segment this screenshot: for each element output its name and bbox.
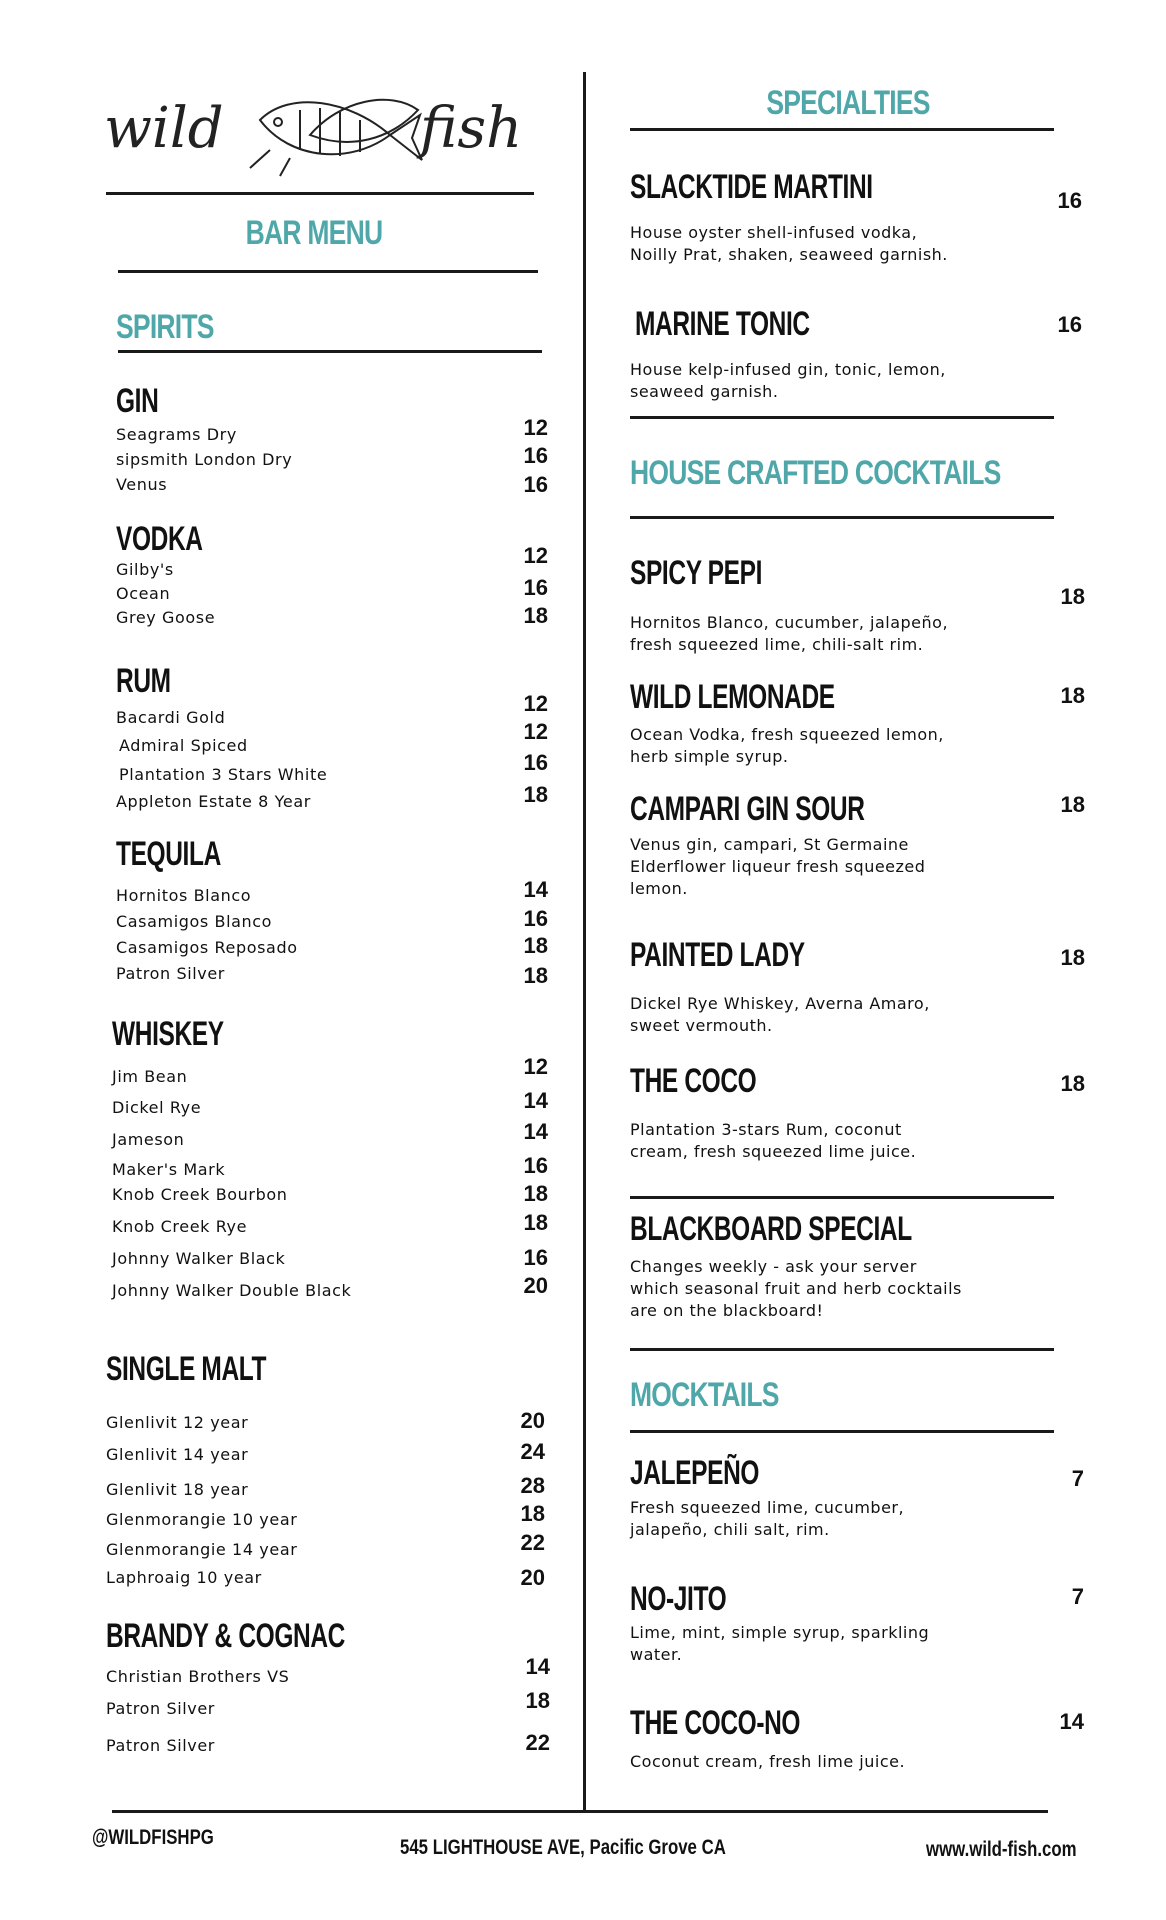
item-price: 18 [523, 963, 548, 988]
item-price: 18 [1060, 683, 1085, 708]
list-item: Patron Silver [106, 1699, 215, 1718]
item-price: 18 [1060, 792, 1085, 817]
cocktail-description: Ocean Vodka, fresh squeezed lemon, herb simple syrup. [630, 725, 944, 766]
item-price: 18 [523, 1181, 548, 1206]
spirits-rule [118, 350, 542, 353]
blackboard-heading: BLACKBOARD SPECIAL [630, 1210, 912, 1248]
specialties-heading: SPECIALTIES [766, 84, 930, 122]
social-handle[interactable]: @WILDFISHPG [92, 1826, 214, 1849]
item-price: 18 [1060, 1071, 1085, 1096]
list-item: Appleton Estate 8 Year [116, 792, 311, 811]
category-gin: GIN [116, 382, 159, 420]
list-item: Laphroaig 10 year [106, 1568, 262, 1587]
address: 545 LIGHTHOUSE AVE, Pacific Grove CA [400, 1836, 726, 1859]
section-rule [630, 1196, 1054, 1199]
list-item: Glenmorangie 10 year [106, 1510, 298, 1529]
list-item: Maker's Mark [112, 1160, 226, 1179]
item-price: 16 [523, 1245, 548, 1270]
mocktail-description: Coconut cream, fresh lime juice. [630, 1752, 906, 1771]
logo-left-word: wild [104, 96, 224, 161]
item-price: 12 [523, 415, 548, 440]
item-price: 12 [523, 691, 548, 716]
list-item: Patron Silver [116, 964, 225, 983]
item-price: 22 [525, 1730, 550, 1755]
item-price: 14 [523, 1119, 548, 1144]
item-price: 18 [1060, 584, 1085, 609]
mocktail-name: THE COCO-NO [630, 1704, 801, 1742]
list-item: Glenlivit 18 year [106, 1480, 249, 1499]
item-price: 14 [525, 1654, 550, 1679]
list-item: Hornitos Blanco [116, 886, 252, 905]
specialty-name: MARINE TONIC [635, 305, 810, 343]
website-link[interactable]: www.wild-fish.com [926, 1838, 1077, 1861]
header-rule [106, 192, 534, 195]
title-rule [118, 270, 538, 273]
cocktail-name: PAINTED LADY [630, 936, 805, 974]
list-item: Casamigos Reposado [116, 938, 298, 957]
cocktail-name: WILD LEMONADE [630, 678, 835, 716]
footer-rule [112, 1810, 1048, 1813]
list-item: Bacardi Gold [116, 708, 226, 727]
item-price: 12 [523, 719, 548, 744]
section-rule [630, 416, 1054, 419]
item-price: 16 [1057, 312, 1082, 337]
item-price: 12 [523, 1054, 548, 1079]
blackboard-description: Changes weekly - ask your server which seasonal fruit and herb cocktails are on the blackboard! [630, 1257, 962, 1320]
item-price: 24 [520, 1439, 545, 1464]
list-item: Plantation 3 Stars White [119, 765, 328, 784]
list-item: Jim Bean [112, 1067, 188, 1086]
list-item: Dickel Rye [112, 1098, 202, 1117]
item-price: 7 [1071, 1584, 1084, 1609]
list-item: Glenmorangie 14 year [106, 1540, 298, 1559]
item-price: 18 [520, 1501, 545, 1526]
list-item: Admiral Spiced [119, 736, 248, 755]
category-vodka: VODKA [116, 520, 203, 558]
item-price: 18 [523, 782, 548, 807]
list-item: Knob Creek Rye [112, 1217, 248, 1236]
page-title: BAR MENU [245, 214, 383, 252]
list-item: Christian Brothers VS [106, 1667, 290, 1686]
cocktail-description: Hornitos Blanco, cucumber, jalapeño, fresh squeezed lime, chili-salt rim. [630, 613, 949, 654]
list-item: Johnny Walker Double Black [112, 1281, 352, 1300]
item-price: 18 [523, 1210, 548, 1235]
list-item: Knob Creek Bourbon [112, 1185, 288, 1204]
item-price: 18 [523, 933, 548, 958]
cocktail-name: CAMPARI GIN SOUR [630, 790, 865, 828]
item-price: 16 [1057, 188, 1082, 213]
list-item: Patron Silver [106, 1736, 215, 1755]
cocktail-name: THE COCO [630, 1062, 757, 1100]
logo [100, 74, 540, 184]
item-price: 7 [1071, 1466, 1084, 1491]
item-price: 20 [523, 1273, 548, 1298]
list-item: Glenlivit 14 year [106, 1445, 249, 1464]
category-single-malt: SINGLE MALT [106, 1350, 267, 1388]
list-item: Casamigos Blanco [116, 912, 273, 931]
mocktails-rule [630, 1430, 1054, 1433]
item-price: 16 [523, 1153, 548, 1178]
mocktail-description: Lime, mint, simple syrup, sparkling water. [630, 1623, 930, 1664]
item-price: 16 [523, 906, 548, 931]
list-item: Gilby's [116, 560, 174, 579]
fish-illustration-icon [240, 80, 430, 180]
specialties-rule [630, 128, 1054, 131]
list-item: Ocean [116, 584, 171, 603]
item-price: 16 [523, 575, 548, 600]
specialty-name: SLACKTIDE MARTINI [630, 168, 873, 206]
mocktail-name: JALEPEÑO [630, 1454, 760, 1492]
list-item: Johnny Walker Black [112, 1249, 286, 1268]
item-price: 14 [523, 1088, 548, 1113]
cocktails-heading: HOUSE CRAFTED COCKTAILS [630, 454, 1001, 492]
cocktail-description: Dickel Rye Whiskey, Averna Amaro, sweet vermouth. [630, 994, 930, 1035]
mocktail-name: NO-JITO [630, 1580, 727, 1618]
cocktail-description: Venus gin, campari, St Germaine Elderflower liqueur fresh squeezed lemon. [630, 835, 926, 898]
category-rum: RUM [116, 662, 171, 700]
list-item: Grey Goose [116, 608, 216, 627]
item-price: 16 [523, 472, 548, 497]
list-item: Glenlivit 12 year [106, 1413, 249, 1432]
item-price: 18 [1060, 945, 1085, 970]
item-price: 12 [523, 543, 548, 568]
category-tequila: TEQUILA [116, 835, 221, 873]
item-price: 20 [520, 1565, 545, 1590]
item-price: 16 [523, 443, 548, 468]
cocktails-rule [630, 516, 1054, 519]
item-price: 18 [523, 603, 548, 628]
spirits-heading: SPIRITS [116, 308, 214, 346]
item-price: 14 [1059, 1709, 1084, 1734]
item-price: 16 [523, 750, 548, 775]
category-brandy-cognac: BRANDY & COGNAC [106, 1617, 345, 1655]
item-price: 28 [520, 1473, 545, 1498]
list-item: Jameson [112, 1130, 185, 1149]
item-price: 14 [523, 877, 548, 902]
cocktail-name: SPICY PEPI [630, 554, 763, 592]
specialty-description: House kelp-infused gin, tonic, lemon, seaweed garnish. [630, 360, 946, 401]
item-price: 20 [520, 1408, 545, 1433]
specialty-description: House oyster shell-infused vodka, Noilly Prat, shaken, seaweed garnish. [630, 223, 948, 264]
category-whiskey: WHISKEY [112, 1015, 224, 1053]
list-item: sipsmith London Dry [116, 450, 293, 469]
cocktail-description: Plantation 3-stars Rum, coconut cream, fresh squeezed lime juice. [630, 1120, 917, 1161]
column-divider [583, 72, 586, 1810]
item-price: 18 [525, 1688, 550, 1713]
list-item: Venus [116, 475, 168, 494]
mocktails-heading: MOCKTAILS [630, 1376, 779, 1414]
mocktail-description: Fresh squeezed lime, cucumber, jalapeño, chili salt, rim. [630, 1498, 905, 1539]
item-price: 22 [520, 1530, 545, 1555]
logo-right-word: fish [420, 96, 523, 161]
section-rule [630, 1348, 1054, 1351]
list-item: Seagrams Dry [116, 425, 237, 444]
